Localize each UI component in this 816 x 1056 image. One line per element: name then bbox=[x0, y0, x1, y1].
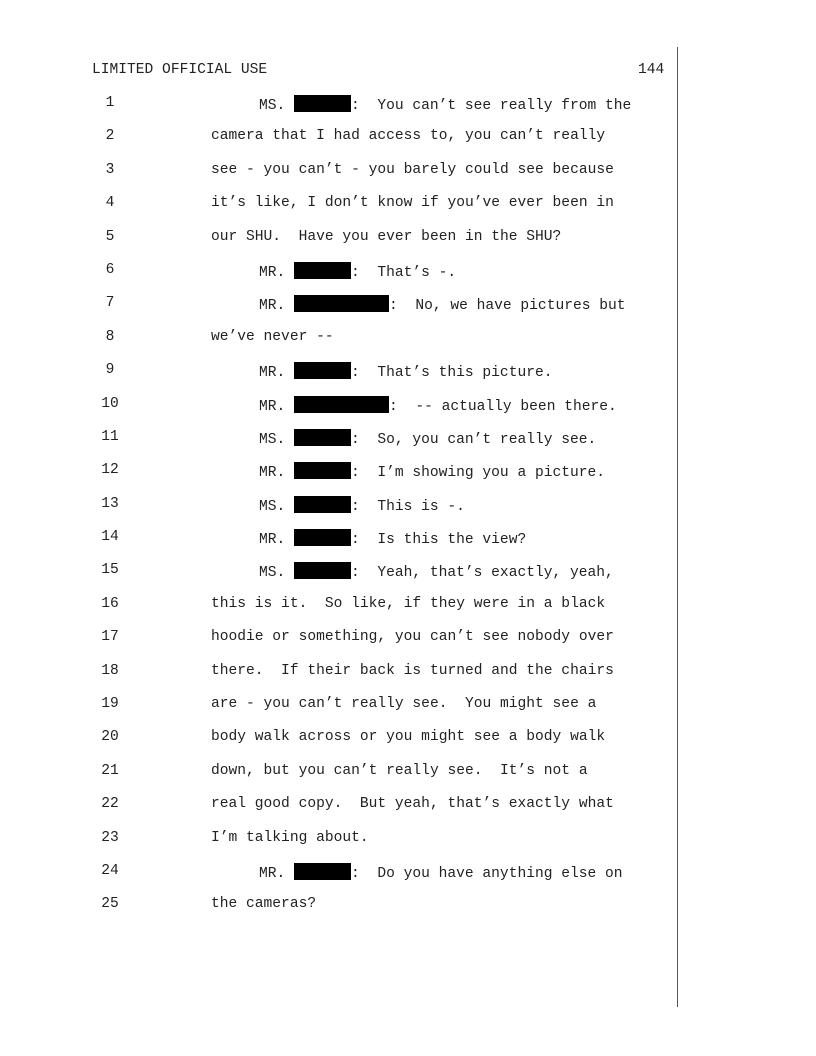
redaction-box bbox=[294, 429, 351, 446]
line-text: MR. : That’s -. bbox=[259, 262, 456, 281]
spoken-text: this is it. So like, if they were in a black bbox=[211, 595, 606, 612]
line-number: 9 bbox=[105, 362, 115, 379]
spoken-text: hoodie or something, you can’t see nobody over bbox=[211, 629, 614, 646]
line-text bbox=[211, 195, 614, 211]
line-text bbox=[211, 162, 614, 178]
speaker-title: MR. bbox=[259, 398, 286, 415]
line-number: 6 bbox=[105, 261, 115, 278]
line-number: 4 bbox=[105, 195, 115, 212]
line-number: 13 bbox=[101, 495, 119, 512]
spoken-text: it’s like, I don’t know if you’ve ever been in bbox=[211, 195, 614, 212]
line-text bbox=[211, 796, 614, 812]
spoken-text: we’ve never -- bbox=[211, 328, 334, 345]
spoken-text: You can’t see really from the bbox=[377, 98, 632, 114]
line-text: MR. : -- actually been there. bbox=[259, 396, 617, 415]
line-number: 24 bbox=[101, 862, 119, 879]
line-number: 2 bbox=[105, 128, 115, 145]
line-text bbox=[211, 229, 561, 245]
spoken-text: down, but you can’t really see. It’s not a bbox=[211, 762, 588, 779]
line-number: 20 bbox=[101, 729, 119, 746]
line-text: MS. : So, you can’t really see. bbox=[259, 429, 596, 448]
transcript-line bbox=[0, 896, 676, 937]
document-header-classification: LIMITED OFFICIAL USE bbox=[92, 62, 268, 78]
line-text bbox=[211, 329, 334, 345]
line-number: 22 bbox=[101, 796, 119, 813]
spoken-text: camera that I had access to, you can’t really bbox=[211, 128, 606, 145]
line-number: 14 bbox=[101, 529, 119, 546]
line-text bbox=[211, 596, 605, 612]
spoken-text: I’m talking about. bbox=[211, 829, 369, 846]
spoken-text: see - you can’t - you barely could see because bbox=[211, 161, 614, 178]
line-number: 11 bbox=[101, 428, 119, 445]
spoken-text: real good copy. But yeah, that’s exactly what bbox=[211, 796, 614, 813]
line-text bbox=[211, 830, 369, 846]
redaction-box bbox=[294, 562, 351, 579]
line-number: 12 bbox=[101, 462, 119, 479]
spoken-text: are - you can’t really see. You might see a bbox=[211, 696, 597, 713]
line-text bbox=[211, 896, 316, 912]
redaction-box bbox=[294, 462, 351, 479]
spoken-text: That’s -. bbox=[377, 264, 457, 281]
redaction-box bbox=[294, 496, 351, 513]
speaker-title: MR. bbox=[259, 532, 286, 549]
line-number: 25 bbox=[101, 896, 119, 913]
line-number: 19 bbox=[101, 696, 119, 713]
transcript-body bbox=[0, 95, 676, 938]
redaction-box bbox=[294, 396, 389, 413]
speaker-title: MS. bbox=[259, 565, 286, 582]
line-text: MR. : I’m showing you a picture. bbox=[259, 462, 605, 481]
speaker-title: MR. bbox=[259, 365, 286, 382]
line-number: 10 bbox=[101, 395, 119, 412]
spoken-text: I’m showing you a picture. bbox=[377, 465, 606, 482]
line-text: MR. : Do you have anything else on bbox=[259, 863, 623, 882]
line-number: 1 bbox=[105, 95, 115, 111]
line-number: 16 bbox=[101, 595, 119, 612]
line-number: 21 bbox=[101, 762, 119, 779]
speaker-title: MR. bbox=[259, 298, 286, 315]
spoken-text: Yeah, that’s exactly, yeah, bbox=[377, 565, 614, 582]
line-number: 8 bbox=[105, 328, 115, 345]
speaker-title: MR. bbox=[259, 465, 286, 482]
line-number: 18 bbox=[101, 662, 119, 679]
page-number: 144 bbox=[638, 62, 665, 78]
speaker-title: MS. bbox=[259, 431, 286, 448]
line-number: 23 bbox=[101, 829, 119, 846]
spoken-text: Is this the view? bbox=[377, 532, 527, 549]
speaker-title: MR. bbox=[259, 865, 286, 882]
line-text: MS. : You can’t see really from the bbox=[259, 95, 631, 114]
line-number: 5 bbox=[105, 228, 115, 245]
spoken-text: This is -. bbox=[377, 498, 465, 515]
speaker-title: MR. bbox=[259, 264, 286, 281]
redaction-box bbox=[294, 295, 389, 312]
spoken-text: our SHU. Have you ever been in the SHU? bbox=[211, 228, 562, 245]
line-text bbox=[211, 128, 605, 144]
line-number: 3 bbox=[105, 161, 115, 178]
line-text bbox=[211, 629, 614, 645]
speaker-title: MS. bbox=[259, 98, 286, 114]
spoken-text: That’s this picture. bbox=[377, 365, 553, 382]
line-text: MR. : Is this the view? bbox=[259, 529, 526, 548]
spoken-text: Do you have anything else on bbox=[377, 865, 623, 882]
line-text bbox=[211, 729, 605, 745]
spoken-text: the cameras? bbox=[211, 896, 317, 913]
line-text bbox=[211, 696, 596, 712]
speaker-title: MS. bbox=[259, 498, 286, 515]
spoken-text: So, you can’t really see. bbox=[377, 431, 597, 448]
redaction-box bbox=[294, 529, 351, 546]
redaction-box bbox=[294, 863, 351, 880]
line-number: 7 bbox=[105, 295, 115, 312]
line-number: 15 bbox=[101, 562, 119, 579]
spoken-text: No, we have pictures but bbox=[415, 298, 626, 315]
margin-rule bbox=[677, 47, 678, 1007]
spoken-text: there. If their back is turned and the chairs bbox=[211, 662, 614, 679]
redaction-box bbox=[294, 262, 351, 279]
line-text bbox=[211, 763, 588, 779]
redaction-box bbox=[294, 95, 351, 112]
line-text: MS. : Yeah, that’s exactly, yeah, bbox=[259, 562, 614, 581]
redaction-box bbox=[294, 362, 351, 379]
line-text: MR. : No, we have pictures but bbox=[259, 295, 626, 314]
line-text bbox=[211, 663, 614, 679]
line-number: 17 bbox=[101, 629, 119, 646]
spoken-text: -- actually been there. bbox=[415, 398, 617, 415]
line-text: MS. : This is -. bbox=[259, 496, 465, 515]
spoken-text: body walk across or you might see a body walk bbox=[211, 729, 606, 746]
line-text: MR. : That’s this picture. bbox=[259, 362, 552, 381]
